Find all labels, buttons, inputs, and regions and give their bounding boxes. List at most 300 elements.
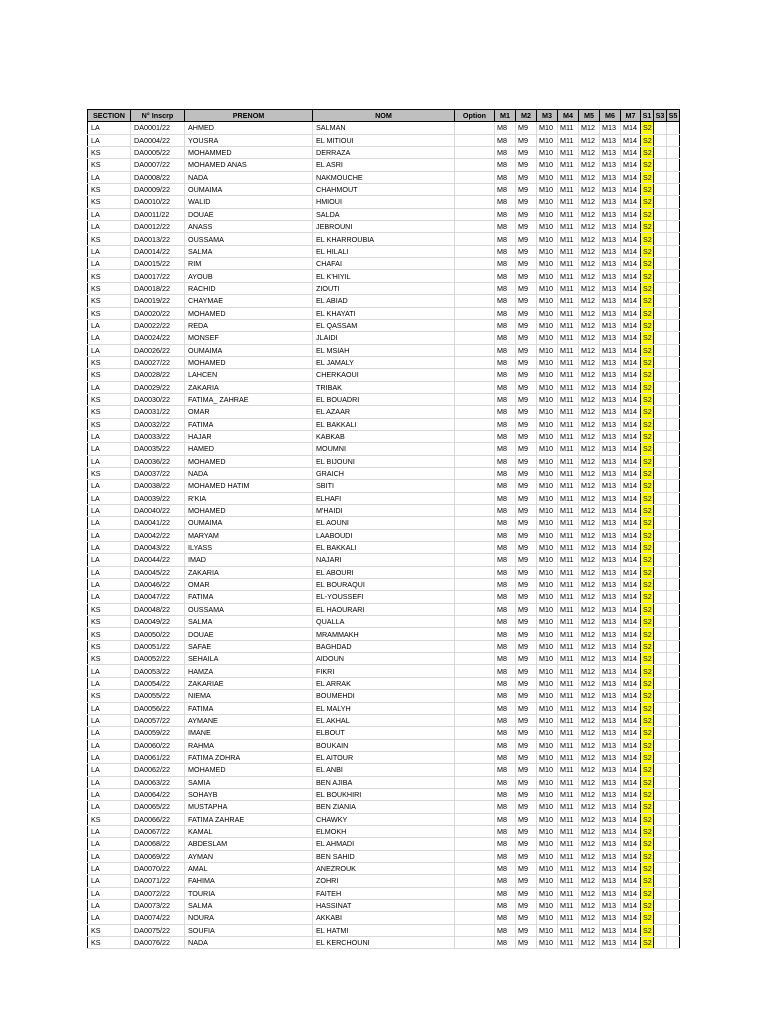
table-row[interactable] [88,912,680,924]
module-cell: M13 [600,739,621,751]
section-cell: KS [88,147,131,159]
table-row[interactable] [88,924,680,936]
module-cell: M10 [537,406,558,418]
module-cell: M13 [600,591,621,603]
nom-cell: EL BOUKHIRI [313,788,455,800]
empty-cell [654,505,667,517]
nom-cell: CHERKAOUI [313,369,455,381]
table-row[interactable] [88,270,680,282]
module-cell: M8 [495,813,516,825]
module-cell: M10 [537,208,558,220]
module-cell: M12 [579,702,600,714]
table-row[interactable] [88,319,680,331]
module-cell: M11 [558,924,579,936]
section-cell: LA [88,381,131,393]
module-cell: M9 [516,196,537,208]
module-cell: M12 [579,554,600,566]
semester-cell: S2 [641,307,654,319]
module-cell: M8 [495,134,516,146]
module-cell: M8 [495,764,516,776]
semester-cell: S2 [641,838,654,850]
table-row[interactable] [88,147,680,159]
module-cell: M14 [621,887,641,899]
empty-cell [667,171,680,183]
option-cell [455,529,495,541]
table-row[interactable] [88,171,680,183]
prenom-cell: OUSSAMA [185,233,313,245]
nom-cell: SBITI [313,480,455,492]
module-cell: M14 [621,542,641,554]
empty-cell [654,542,667,554]
module-cell: M10 [537,245,558,257]
table-row[interactable] [88,850,680,862]
nom-cell: BOUKAIN [313,739,455,751]
module-cell: M10 [537,480,558,492]
table-row[interactable] [88,356,680,368]
module-cell: M11 [558,369,579,381]
module-cell: M14 [621,900,641,912]
empty-cell [667,690,680,702]
semester-cell: S2 [641,591,654,603]
table-row[interactable] [88,788,680,800]
module-cell: M11 [558,319,579,331]
module-cell: M11 [558,653,579,665]
table-row[interactable] [88,122,680,134]
table-row[interactable] [88,369,680,381]
table-row[interactable] [88,554,680,566]
module-cell: M11 [558,628,579,640]
prenom-cell: WALID [185,196,313,208]
table-row[interactable] [88,887,680,899]
empty-cell [654,628,667,640]
section-cell: LA [88,665,131,677]
module-cell: M9 [516,505,537,517]
table-row[interactable] [88,492,680,504]
option-cell [455,319,495,331]
semester-cell: S2 [641,825,654,837]
prenom-cell: ANASS [185,221,313,233]
module-cell: M8 [495,628,516,640]
module-cell: M12 [579,480,600,492]
inscription-cell: DA0063/22 [131,776,185,788]
module-cell: M9 [516,529,537,541]
module-cell: M8 [495,122,516,134]
module-cell: M14 [621,406,641,418]
table-row[interactable] [88,381,680,393]
module-cell: M11 [558,714,579,726]
module-cell: M8 [495,554,516,566]
module-cell: M13 [600,529,621,541]
table-row[interactable] [88,739,680,751]
section-cell: LA [88,887,131,899]
table-row[interactable] [88,542,680,554]
table-row[interactable] [88,616,680,628]
prenom-cell: NOURA [185,912,313,924]
semester-cell: S2 [641,702,654,714]
empty-cell [654,677,667,689]
option-cell [455,640,495,652]
module-cell: M14 [621,455,641,467]
module-cell: M14 [621,295,641,307]
option-cell [455,788,495,800]
module-cell: M9 [516,159,537,171]
column-header[interactable]: M1 [495,110,516,122]
column-header[interactable]: NOM [313,110,455,122]
empty-cell [667,319,680,331]
table-row[interactable] [88,332,680,344]
option-cell [455,665,495,677]
inscription-cell: DA0033/22 [131,430,185,442]
module-cell: M12 [579,912,600,924]
table-row[interactable] [88,529,680,541]
module-cell: M9 [516,270,537,282]
nom-cell: DERRAZA [313,147,455,159]
prenom-cell: OUMAIMA [185,517,313,529]
table-row[interactable] [88,566,680,578]
section-cell: KS [88,356,131,368]
table-row[interactable] [88,455,680,467]
table-row[interactable] [88,430,680,442]
column-header[interactable]: PRENOM [185,110,313,122]
module-cell: M12 [579,159,600,171]
table-row[interactable] [88,258,680,270]
inscription-cell: DA0054/22 [131,677,185,689]
table-row[interactable] [88,295,680,307]
module-cell: M10 [537,788,558,800]
option-cell [455,579,495,591]
module-cell: M11 [558,838,579,850]
semester-cell: S2 [641,221,654,233]
option-cell [455,875,495,887]
table-row[interactable] [88,208,680,220]
empty-cell [667,233,680,245]
table-row[interactable] [88,813,680,825]
table-row[interactable] [88,690,680,702]
nom-cell: CHAHMOUT [313,184,455,196]
module-cell: M9 [516,443,537,455]
table-row[interactable] [88,134,680,146]
prenom-cell: MOHAMED [185,356,313,368]
section-cell: KS [88,184,131,196]
module-cell: M9 [516,122,537,134]
table-row[interactable] [88,418,680,430]
table-row[interactable] [88,406,680,418]
module-cell: M8 [495,480,516,492]
column-header[interactable]: M6 [600,110,621,122]
module-cell: M9 [516,924,537,936]
module-cell: M12 [579,221,600,233]
inscription-cell: DA0013/22 [131,233,185,245]
semester-cell: S2 [641,319,654,331]
empty-cell [654,455,667,467]
module-cell: M11 [558,739,579,751]
semester-cell: S2 [641,208,654,220]
table-row[interactable] [88,640,680,652]
empty-cell [667,813,680,825]
semester-cell: S2 [641,640,654,652]
module-cell: M14 [621,505,641,517]
table-row[interactable] [88,393,680,405]
prenom-cell: OUMAIMA [185,344,313,356]
table-row[interactable] [88,196,680,208]
module-cell: M9 [516,492,537,504]
column-header[interactable]: S3 [654,110,667,122]
empty-cell [654,430,667,442]
option-cell [455,282,495,294]
module-cell: M14 [621,653,641,665]
inscription-cell: DA0048/22 [131,603,185,615]
section-cell: LA [88,344,131,356]
table-row[interactable] [88,245,680,257]
module-cell: M11 [558,344,579,356]
module-cell: M9 [516,369,537,381]
empty-cell [654,295,667,307]
empty-cell [667,221,680,233]
nom-cell: MOUMNI [313,443,455,455]
inscription-cell: DA0060/22 [131,739,185,751]
module-cell: M12 [579,677,600,689]
module-cell: M8 [495,147,516,159]
module-cell: M13 [600,505,621,517]
inscription-cell: DA0008/22 [131,171,185,183]
inscription-cell: DA0017/22 [131,270,185,282]
section-cell: KS [88,603,131,615]
module-cell: M13 [600,937,621,949]
module-cell: M12 [579,467,600,479]
module-cell: M13 [600,875,621,887]
nom-cell: QUALLA [313,616,455,628]
table-row[interactable] [88,221,680,233]
module-cell: M9 [516,640,537,652]
option-cell [455,295,495,307]
empty-cell [654,912,667,924]
module-cell: M9 [516,418,537,430]
prenom-cell: TOURIA [185,887,313,899]
table-row[interactable] [88,628,680,640]
option-cell [455,566,495,578]
module-cell: M12 [579,875,600,887]
module-cell: M13 [600,690,621,702]
module-cell: M10 [537,443,558,455]
table-row[interactable] [88,603,680,615]
table-row[interactable] [88,714,680,726]
inscription-cell: DA0064/22 [131,788,185,800]
module-cell: M8 [495,492,516,504]
inscription-cell: DA0022/22 [131,319,185,331]
module-cell: M11 [558,875,579,887]
option-cell [455,862,495,874]
table-row[interactable] [88,937,680,949]
empty-cell [667,344,680,356]
module-cell: M10 [537,221,558,233]
module-cell: M10 [537,455,558,467]
module-cell: M12 [579,134,600,146]
module-cell: M13 [600,887,621,899]
empty-cell [667,270,680,282]
semester-cell: S2 [641,542,654,554]
table-row[interactable] [88,900,680,912]
empty-cell [667,887,680,899]
empty-cell [654,653,667,665]
inscription-cell: DA0009/22 [131,184,185,196]
section-cell: LA [88,788,131,800]
table-row[interactable] [88,282,680,294]
table-row[interactable] [88,233,680,245]
empty-cell [667,702,680,714]
module-cell: M12 [579,122,600,134]
table-row[interactable] [88,751,680,763]
module-cell: M10 [537,171,558,183]
module-cell: M13 [600,184,621,196]
module-cell: M12 [579,714,600,726]
module-cell: M11 [558,665,579,677]
table-row[interactable] [88,653,680,665]
module-cell: M11 [558,406,579,418]
empty-cell [667,616,680,628]
module-cell: M8 [495,702,516,714]
prenom-cell: IMANE [185,727,313,739]
table-row[interactable] [88,159,680,171]
column-header[interactable]: M5 [579,110,600,122]
prenom-cell: RACHID [185,282,313,294]
module-cell: M14 [621,369,641,381]
module-cell: M13 [600,517,621,529]
table-row[interactable] [88,467,680,479]
module-cell: M11 [558,727,579,739]
module-cell: M10 [537,776,558,788]
module-cell: M11 [558,677,579,689]
table-row[interactable] [88,184,680,196]
column-header[interactable]: N° Inscrp [131,110,185,122]
option-cell [455,134,495,146]
column-header[interactable]: M7 [621,110,641,122]
column-header[interactable]: SECTION [88,110,131,122]
table-row[interactable] [88,801,680,813]
prenom-cell: ABDESLAM [185,838,313,850]
prenom-cell: ZAKARIA [185,381,313,393]
module-cell: M11 [558,566,579,578]
module-cell: M11 [558,788,579,800]
inscription-cell: DA0001/22 [131,122,185,134]
module-cell: M14 [621,862,641,874]
nom-cell: SALMAN [313,122,455,134]
table-row[interactable] [88,702,680,714]
module-cell: M8 [495,838,516,850]
table-row[interactable] [88,665,680,677]
empty-cell [654,727,667,739]
option-cell [455,233,495,245]
table-row[interactable] [88,307,680,319]
table-row[interactable] [88,677,680,689]
table-row[interactable] [88,838,680,850]
option-cell [455,467,495,479]
module-cell: M12 [579,887,600,899]
table-row[interactable] [88,825,680,837]
nom-cell: ELMOKH [313,825,455,837]
empty-cell [654,467,667,479]
module-cell: M14 [621,788,641,800]
semester-cell: S2 [641,184,654,196]
section-cell: LA [88,900,131,912]
empty-cell [654,900,667,912]
module-cell: M12 [579,381,600,393]
empty-cell [654,418,667,430]
table-row[interactable] [88,591,680,603]
module-cell: M14 [621,566,641,578]
column-header[interactable]: M4 [558,110,579,122]
empty-cell [667,356,680,368]
table-row[interactable] [88,862,680,874]
column-header[interactable]: S5 [667,110,680,122]
table-row[interactable] [88,517,680,529]
table-row[interactable] [88,875,680,887]
module-cell: M14 [621,319,641,331]
module-cell: M12 [579,776,600,788]
semester-cell: S2 [641,900,654,912]
module-cell: M10 [537,912,558,924]
module-cell: M9 [516,616,537,628]
option-cell [455,480,495,492]
module-cell: M10 [537,653,558,665]
table-row[interactable] [88,776,680,788]
module-cell: M11 [558,159,579,171]
option-cell [455,418,495,430]
option-cell [455,628,495,640]
section-cell: KS [88,233,131,245]
inscription-cell: DA0011/22 [131,208,185,220]
nom-cell: NAKMOUCHE [313,171,455,183]
column-header[interactable]: S1 [641,110,654,122]
module-cell: M9 [516,900,537,912]
empty-cell [667,480,680,492]
section-cell: LA [88,554,131,566]
empty-cell [667,430,680,442]
module-cell: M12 [579,788,600,800]
semester-cell: S2 [641,505,654,517]
section-cell: LA [88,542,131,554]
table-row[interactable] [88,480,680,492]
inscription-cell: DA0068/22 [131,838,185,850]
table-row[interactable] [88,505,680,517]
empty-cell [667,628,680,640]
option-cell [455,196,495,208]
semester-cell: S2 [641,406,654,418]
spreadsheet [87,109,680,949]
module-cell: M12 [579,628,600,640]
table-row[interactable] [88,727,680,739]
column-header[interactable]: M2 [516,110,537,122]
empty-cell [667,764,680,776]
column-header[interactable]: M3 [537,110,558,122]
table-row[interactable] [88,764,680,776]
inscription-cell: DA0067/22 [131,825,185,837]
nom-cell: EL HILALI [313,245,455,257]
empty-cell [654,282,667,294]
column-header[interactable]: Option [455,110,495,122]
module-cell: M12 [579,356,600,368]
empty-cell [667,665,680,677]
module-cell: M10 [537,838,558,850]
module-cell: M14 [621,332,641,344]
module-cell: M11 [558,900,579,912]
table-row[interactable] [88,443,680,455]
inscription-cell: DA0051/22 [131,640,185,652]
module-cell: M9 [516,862,537,874]
inscription-cell: DA0074/22 [131,912,185,924]
table-row[interactable] [88,579,680,591]
table-row[interactable] [88,344,680,356]
option-cell [455,801,495,813]
